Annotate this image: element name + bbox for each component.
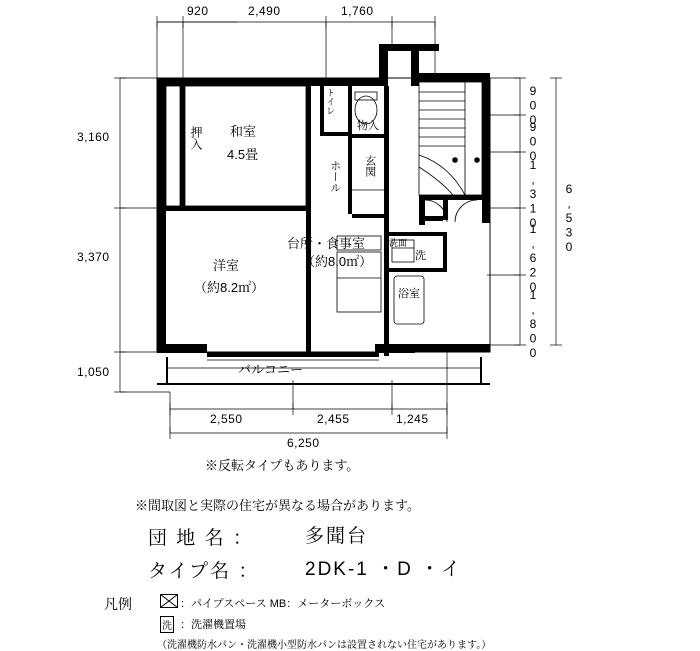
danchi-value: 多聞台 — [305, 526, 369, 547]
dim-top-3: 1,760 — [341, 4, 374, 18]
type-label: タイプ名 ： — [148, 561, 260, 582]
type-value: 2DK-1 ・D ・イ — [305, 559, 463, 580]
legend-ps-mb: ：パイプスペース MB：メーターボックス — [180, 598, 386, 610]
room-label-monoire: 物入 — [357, 120, 379, 132]
room-label-sen: 洗 — [415, 250, 426, 262]
dim-bottom-total: 6,250 — [287, 436, 320, 450]
dim-top-1: 920 — [187, 4, 209, 18]
room-label-yoshitsu: 洋室 — [213, 258, 240, 273]
room-label-toilet: トイレ — [325, 88, 336, 115]
note-mirror: ※反転タイプもあります。 — [205, 458, 360, 473]
room-label-washitsu-size: 4.5畳 — [227, 147, 259, 162]
dim-bottom-3: 1,245 — [396, 412, 429, 426]
dim-bottom-2: 2,455 — [317, 412, 350, 426]
dim-left-2: 3,370 — [77, 250, 110, 264]
dim-left-3: 1,050 — [77, 365, 110, 379]
note-differ: ※間取図と実際の住宅が異なる場合があります。 — [135, 498, 420, 513]
dim-right-5: 1,800 — [526, 288, 540, 361]
room-label-dk-size: （約8.0㎡） — [302, 254, 373, 269]
room-label-dk: 台所・食事室 — [287, 236, 366, 251]
legend-label: 凡例 — [104, 596, 132, 612]
dim-bottom-1: 2,550 — [210, 412, 243, 426]
washer-mark-icon: 洗 — [160, 616, 174, 633]
room-label-oshiire: 押入 — [189, 126, 203, 150]
legend-footnote: （洗濯機防水パン・洗濯機小型防水パンは設置されない住宅があります。） — [157, 640, 492, 651]
dim-right-total: 6,530 — [562, 182, 576, 255]
pipe-space-icon — [160, 594, 178, 608]
dim-left-1: 3,160 — [77, 130, 110, 144]
room-label-washitsu: 和室 — [230, 124, 257, 139]
room-label-yoshitsu-size: （約8.2㎡） — [194, 280, 265, 295]
legend-washer: ：洗濯機置場 — [180, 619, 246, 631]
room-label-senmen: 洗面 — [389, 238, 408, 248]
dim-right-1: 900 — [526, 84, 540, 128]
dim-right-2: 900 — [526, 120, 540, 164]
room-label-balcony: バルコニー — [238, 362, 304, 377]
dim-top-2: 2,490 — [248, 4, 281, 18]
danchi-label: 団 地 名 ： — [148, 528, 254, 549]
room-label-yokushitsu: 浴室 — [398, 288, 420, 300]
room-label-genkan: 玄関 — [363, 155, 376, 177]
dim-right-3: 1,310 — [526, 158, 540, 231]
room-label-hall: ホール — [328, 160, 341, 193]
dim-right-4: 1,620 — [526, 222, 540, 295]
